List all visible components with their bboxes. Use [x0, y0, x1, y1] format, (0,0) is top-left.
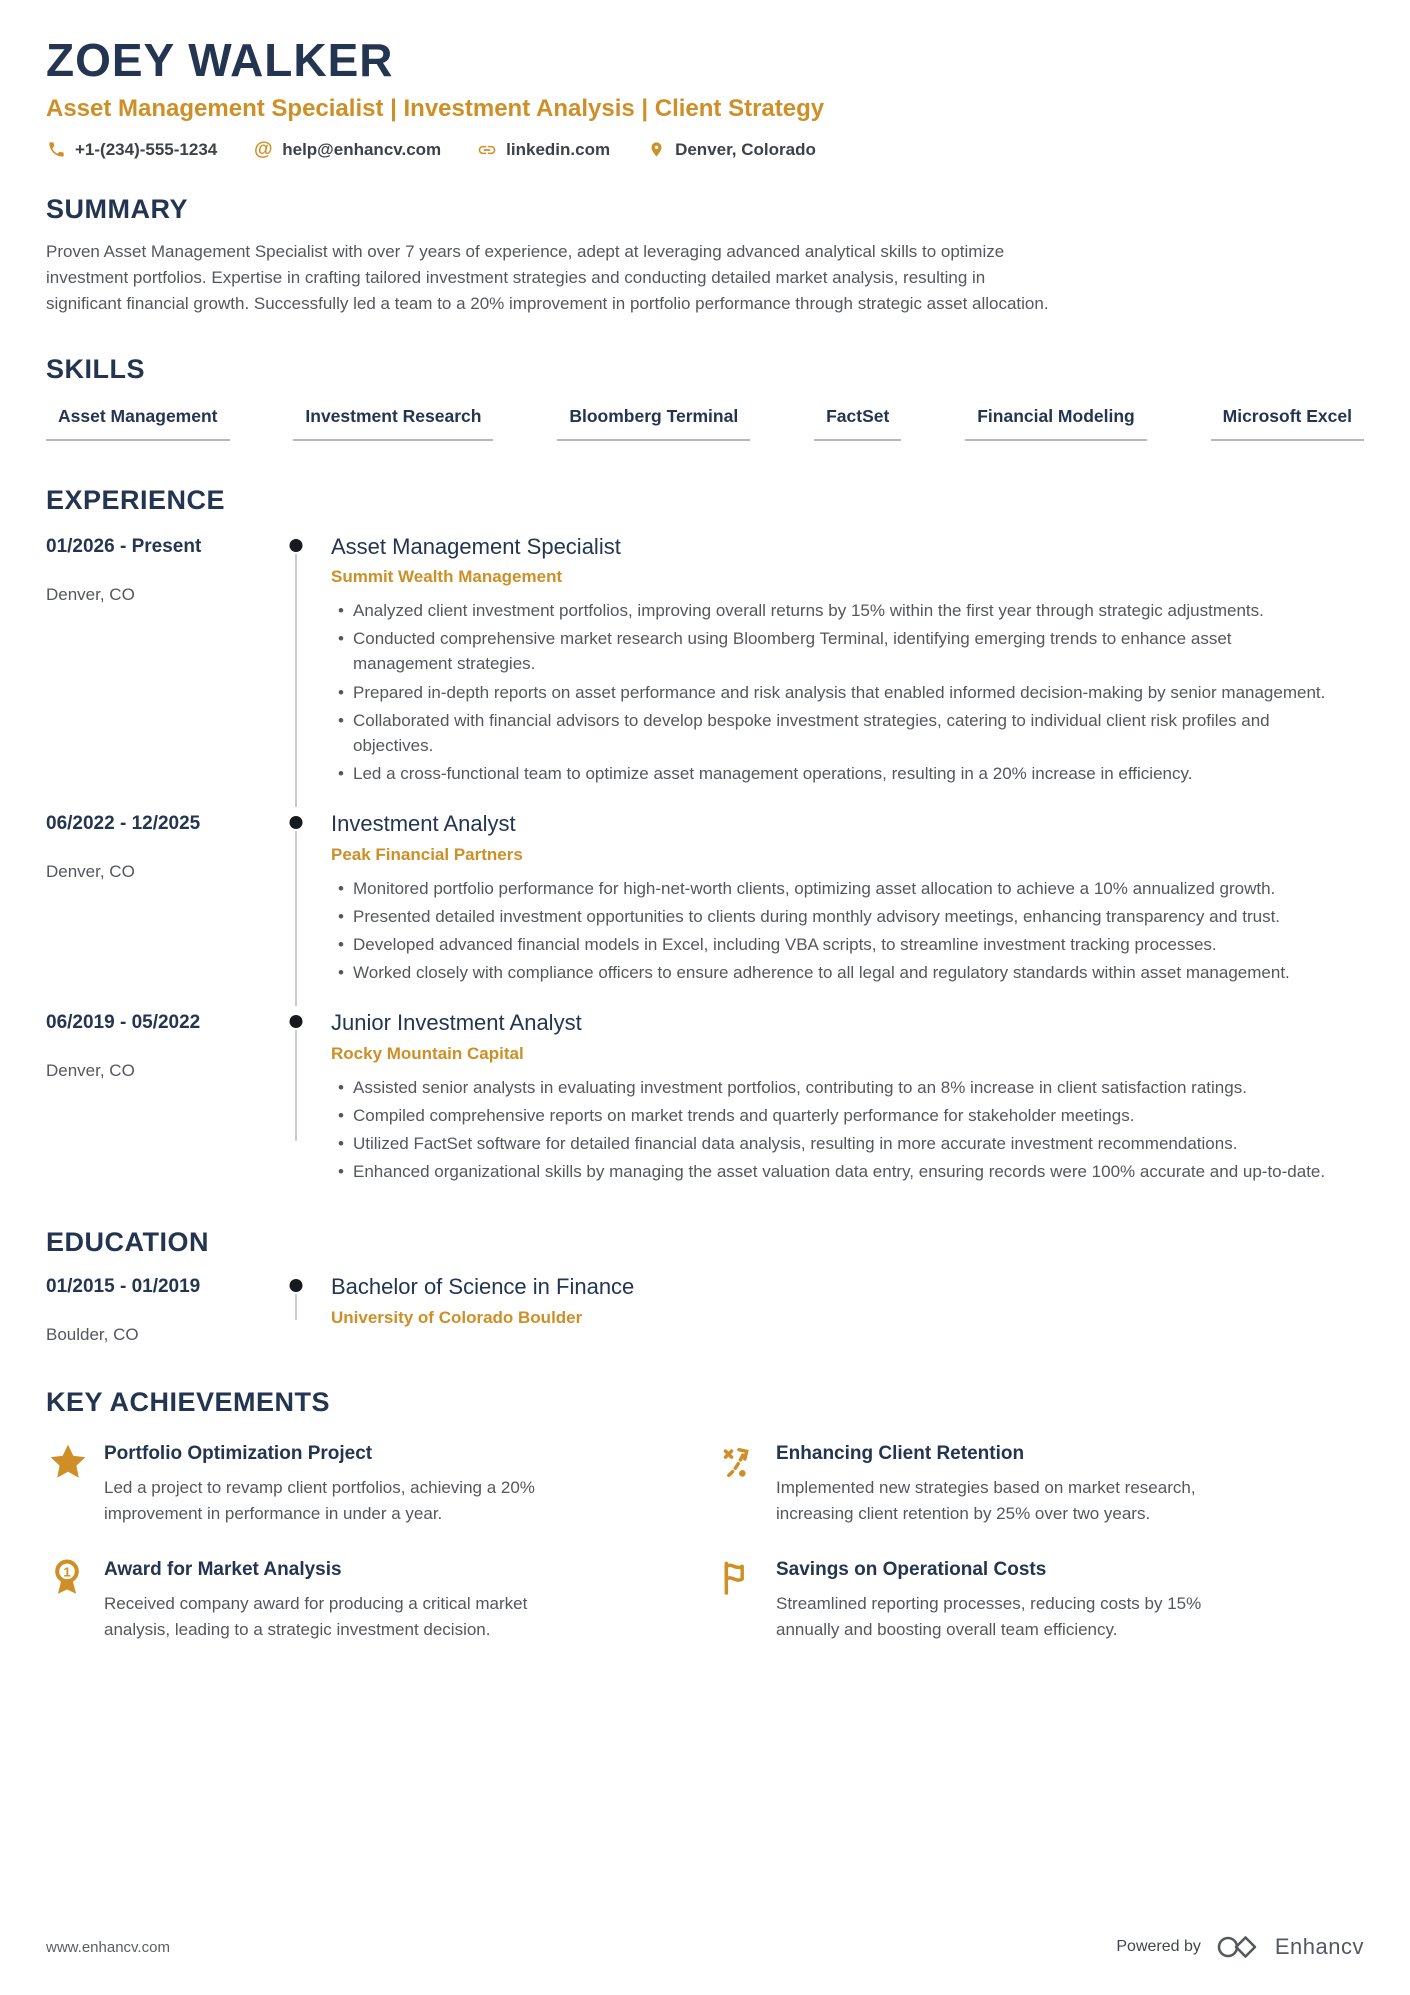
skill-item: Financial Modeling: [965, 406, 1147, 441]
entry-meta: [46, 1010, 261, 1187]
experience-entry: [46, 811, 1364, 988]
achievement-description: Implemented new strategies based on market research, increasing client retention by 25% over two years.: [776, 1478, 1196, 1523]
entry-body: [331, 811, 1364, 988]
entry-dates: 01/2015 - 01/2019: [46, 1276, 201, 1298]
entry-location: Denver, CO: [46, 584, 135, 604]
summary-text: Proven Asset Management Specialist with over 7 years of experience, adept at leveraging advanced analytical skills to optimize investment portfolios. Expertise in crafting tailored investment strategies and conducting detailed market analysis, resulting in significant financial growth. Successfully led a team to a 20% improvement in portfolio performance through strategic asset allocation.: [46, 241, 1049, 314]
timeline-dot: [290, 1015, 303, 1028]
contact-row: [46, 140, 1364, 160]
medal-icon: [46, 1556, 90, 1600]
timeline-dot: [290, 816, 303, 829]
linkedin-contact[interactable]: [477, 140, 610, 160]
achievement-description: Streamlined reporting processes, reducing costs by 15% annually and boosting overall team efficiency.: [776, 1594, 1202, 1639]
achievement-item: [46, 1440, 692, 1526]
timeline-dot: [290, 539, 303, 552]
timeline-dot: [290, 1279, 303, 1292]
achievement-description: Led a project to revamp client portfolios, achieving a 20% improvement in performance in under a year.: [104, 1478, 535, 1523]
email-address: help@enhancv.com: [282, 139, 442, 159]
timeline-line: [295, 1030, 297, 1141]
achievement-title: Savings on Operational Costs: [776, 1559, 1047, 1581]
achievement-title: Enhancing Client Retention: [776, 1443, 1025, 1465]
bullet-item: • Presented detailed investment opportunities to clients during monthly advisory meetings, enhancing transparency and trust.: [331, 904, 1331, 929]
phone-contact: [46, 140, 217, 160]
powered-by-brand[interactable]: [1116, 1933, 1364, 1961]
location-icon: [646, 140, 666, 160]
entry-meta: [46, 811, 261, 988]
achievement-item: [46, 1556, 692, 1642]
powered-by-label: Powered by: [1116, 1938, 1201, 1955]
location-text: Denver, Colorado: [675, 139, 816, 159]
job-headline: Asset Management Specialist | Investment Analysis | Client Strategy: [46, 94, 825, 122]
bullet-item: • Assisted senior analysts in evaluating investment portfolios, contributing to an 8% increase in client satisfaction ratings.: [331, 1075, 1331, 1100]
job-bullets: [331, 598, 1364, 786]
bullet-item: • Enhanced organizational skills by managing the asset valuation data entry, ensuring records were 100% accurate and up-to-date.: [331, 1159, 1331, 1184]
school-name: University of Colorado Boulder: [331, 1308, 583, 1328]
bullet-item: • Prepared in-depth reports on asset performance and risk analysis that enabled informed decision-making by senior management.: [331, 680, 1331, 705]
entry-location: Denver, CO: [46, 1061, 135, 1081]
strategy-icon: [718, 1440, 762, 1484]
bullet-item: • Monitored portfolio performance for high-net-worth clients, optimizing asset allocation to achieve a 10% annualized growth.: [331, 876, 1331, 901]
entry-meta: [46, 1274, 261, 1345]
timeline-column: [261, 1274, 331, 1345]
entry-meta: [46, 534, 261, 789]
skill-item: Bloomberg Terminal: [557, 406, 750, 441]
enhancv-brand-name: Enhancv: [1274, 1934, 1364, 1959]
achievements-heading: KEY ACHIEVEMENTS: [46, 1387, 331, 1418]
achievement-body: [776, 1556, 1364, 1642]
job-bullets: [331, 876, 1364, 986]
skills-section: [46, 354, 1364, 441]
education-section: [46, 1227, 1364, 1345]
entry-body: [331, 534, 1364, 789]
enhancv-logo-icon: [1215, 1933, 1261, 1961]
achievement-body: [776, 1440, 1364, 1526]
timeline-column: [261, 811, 331, 988]
resume-header: [46, 36, 1364, 160]
company-name: Peak Financial Partners: [331, 844, 523, 864]
entry-dates: 06/2022 - 12/2025: [46, 813, 201, 835]
timeline-line: [295, 831, 297, 1006]
entry-location: Denver, CO: [46, 862, 135, 882]
job-title: Junior Investment Analyst: [331, 1010, 582, 1036]
skills-row: [46, 406, 1364, 441]
achievement-title: Award for Market Analysis: [104, 1559, 342, 1581]
bullet-item: • Analyzed client investment portfolios, improving overall returns by 15% within the first year through strategic adjustments.: [331, 598, 1331, 623]
at-icon: @: [253, 139, 273, 161]
entry-dates: 06/2019 - 05/2022: [46, 1012, 201, 1034]
entry-body: [331, 1010, 1364, 1187]
location-contact: [646, 140, 816, 160]
entry-body: [331, 1274, 1364, 1345]
achievements-grid: [46, 1440, 1364, 1642]
entry-location: Boulder, CO: [46, 1325, 139, 1345]
experience-entry: [46, 1010, 1364, 1187]
achievement-body: [104, 1556, 692, 1642]
person-name: ZOEY WALKER: [46, 34, 394, 86]
education-heading: EDUCATION: [46, 1227, 209, 1258]
email-contact[interactable]: [253, 140, 441, 160]
achievement-item: [718, 1556, 1364, 1642]
experience-heading: EXPERIENCE: [46, 484, 226, 515]
phone-icon: [46, 140, 66, 160]
education-entry: [46, 1274, 1364, 1345]
linkedin-url: linkedin.com: [506, 139, 611, 159]
job-title: Investment Analyst: [331, 811, 516, 837]
timeline-line: [295, 1294, 297, 1320]
summary-heading: SUMMARY: [46, 193, 188, 224]
skill-item: Investment Research: [293, 406, 493, 441]
company-name: Summit Wealth Management: [331, 567, 563, 587]
achievement-item: [718, 1440, 1364, 1526]
flag-icon: [718, 1556, 762, 1600]
achievement-body: [104, 1440, 692, 1526]
skills-heading: SKILLS: [46, 353, 146, 384]
achievement-description: Received company award for producing a critical market analysis, leading to a strategic investment decision.: [104, 1594, 528, 1639]
experience-entry: [46, 534, 1364, 789]
entry-dates: 01/2026 - Present: [46, 535, 202, 557]
skill-item: Asset Management: [46, 406, 230, 441]
link-icon: [477, 140, 497, 160]
page-footer: [46, 1893, 1364, 1961]
summary-section: [46, 194, 1364, 318]
experience-section: [46, 485, 1364, 1188]
skill-item: FactSet: [814, 406, 901, 441]
bullet-item: • Worked closely with compliance officers to ensure adherence to all legal and regulatory standards within asset management.: [331, 960, 1331, 985]
bullet-item: • Collaborated with financial advisors to develop bespoke investment strategies, catering to individual client risk profiles and objectives.: [331, 708, 1331, 758]
bullet-item: • Compiled comprehensive reports on market trends and quarterly performance for stakeholder meetings.: [331, 1103, 1331, 1128]
bullet-item: • Conducted comprehensive market research using Bloomberg Terminal, identifying emerging trends to enhance asset management strategies.: [331, 626, 1331, 676]
star-icon: [46, 1440, 90, 1484]
svg-text:1: 1: [63, 1564, 71, 1580]
bullet-item: • Led a cross-functional team to optimize asset management operations, resulting in a 20% increase in efficiency.: [331, 761, 1331, 786]
job-title: Asset Management Specialist: [331, 533, 621, 559]
skill-item: Microsoft Excel: [1211, 406, 1364, 441]
timeline-column: [261, 1010, 331, 1187]
phone-number: +1-(234)-555-1234: [75, 139, 218, 159]
bullet-item: • Utilized FactSet software for detailed financial data analysis, resulting in more accurate investment recommendations.: [331, 1131, 1331, 1156]
company-name: Rocky Mountain Capital: [331, 1043, 524, 1063]
achievements-section: [46, 1387, 1364, 1642]
job-bullets: [331, 1075, 1364, 1185]
timeline-line: [295, 554, 297, 807]
timeline-column: [261, 534, 331, 789]
bullet-item: • Developed advanced financial models in Excel, including VBA scripts, to streamline investment tracking processes.: [331, 932, 1331, 957]
achievement-title: Portfolio Optimization Project: [104, 1443, 373, 1465]
footer-website-link[interactable]: www.enhancv.com: [46, 1938, 170, 1956]
degree-title: Bachelor of Science in Finance: [331, 1274, 635, 1300]
